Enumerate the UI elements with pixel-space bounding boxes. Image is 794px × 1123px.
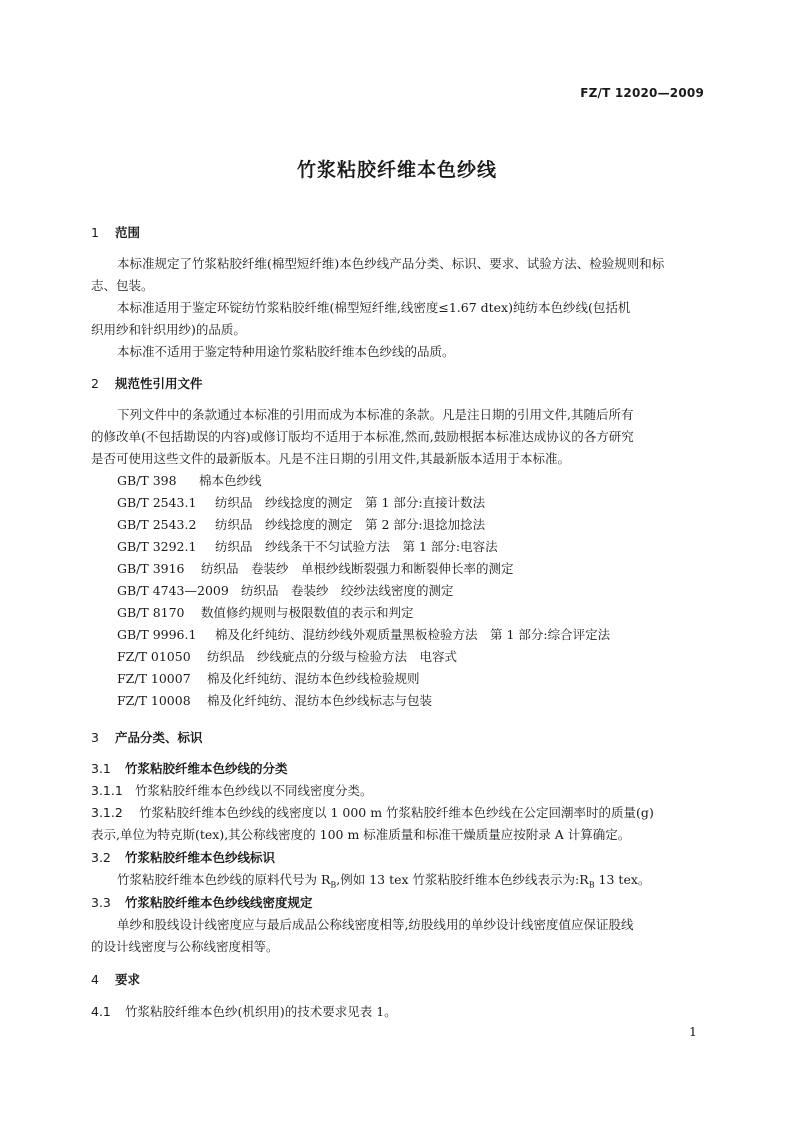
subscript-b: B <box>330 880 337 890</box>
section-2-heading <box>91 374 203 392</box>
reference-code: FZ/T 01050 <box>117 649 191 664</box>
clause-4-1-number: 4.1 <box>91 1004 111 1019</box>
reference-item <box>117 625 610 643</box>
subsection-3-1-heading <box>91 759 288 777</box>
reference-title: 棉及化纤纯纺、混纺本色纱线检验规则 <box>207 671 420 686</box>
subsection-3-3-number: 3.3 <box>91 895 111 910</box>
reference-code: FZ/T 10007 <box>117 671 191 686</box>
section-1-heading <box>91 223 140 241</box>
s2-paragraph-line-3: 是否可使用这些文件的最新版本。凡是不注日期的引用文件,其最新版本适用于本标准。 <box>91 451 570 466</box>
reference-title: 纺织品 纱线疵点的分级与检验方法 电容式 <box>207 649 458 664</box>
clause-4-1-text: 竹浆粘胶纤维本色纱(机织用)的技术要求见表 1。 <box>125 1004 397 1019</box>
section-4-heading <box>91 970 140 988</box>
clause-4-1 <box>91 1002 397 1020</box>
subscript-b: B <box>588 880 595 890</box>
clause-3-1-1-text: 竹浆粘胶纤维本色纱线以不同线密度分类。 <box>135 783 373 798</box>
reference-item <box>117 581 454 599</box>
reference-code: GB/T 3292.1 <box>117 539 197 554</box>
reference-code: GB/T 4743—2009 <box>117 583 229 598</box>
reference-item <box>117 515 485 533</box>
clause-3-1-2-text: 竹浆粘胶纤维本色纱线的线密度以 1 000 m 竹浆粘胶纤维本色纱线在公定回潮率时的质量(g) <box>139 805 654 820</box>
subsection-3-2-title: 竹浆粘胶纤维本色纱线标识 <box>125 850 276 865</box>
reference-item <box>117 647 457 665</box>
s1-paragraph-3: 本标准不适用于鉴定特种用途竹浆粘胶纤维本色纱线的品质。 <box>117 344 455 359</box>
section-2-number: 2 <box>91 376 99 391</box>
page-number: 1 <box>689 1024 697 1039</box>
subsection-3-3-heading <box>91 893 313 911</box>
reference-title: 纺织品 卷装纱 单根纱线断裂强力和断裂伸长率的测定 <box>201 561 514 576</box>
marking-text-part-2: ,例如 13 tex 竹浆粘胶纤维本色纱线表示为:R <box>336 872 589 887</box>
reference-item <box>117 493 485 511</box>
subsection-3-2-heading <box>91 848 275 866</box>
clause-3-1-2-number: 3.1.2 <box>91 805 123 820</box>
reference-title: 纺织品 纱线捻度的测定 第 2 部分:退捻加捻法 <box>215 517 486 532</box>
clause-3-1-2-line-1 <box>91 803 654 821</box>
reference-code: GB/T 2543.2 <box>117 517 197 532</box>
marking-text-part-1: 竹浆粘胶纤维本色纱线的原料代号为 R <box>117 872 331 887</box>
reference-title: 棉本色纱线 <box>199 473 262 488</box>
reference-code: GB/T 9996.1 <box>117 627 197 642</box>
subsection-3-3-title: 竹浆粘胶纤维本色纱线线密度规定 <box>125 895 313 910</box>
reference-item <box>117 603 414 621</box>
section-1-number: 1 <box>91 225 99 240</box>
subsection-3-3-line-2: 的设计线密度与公称线密度相等。 <box>91 939 279 954</box>
reference-code: GB/T 8170 <box>117 605 185 620</box>
section-2-title: 规范性引用文件 <box>115 376 203 391</box>
reference-title: 纺织品 卷装纱 绞纱法线密度的测定 <box>241 583 454 598</box>
reference-code: FZ/T 10008 <box>117 693 191 708</box>
reference-item <box>117 471 262 489</box>
section-3-number: 3 <box>91 730 99 745</box>
reference-title: 棉及化纤纯纺、混纺本色纱线标志与包装 <box>207 693 433 708</box>
document-title: 竹浆粘胶纤维本色纱线 <box>296 159 497 181</box>
subsection-3-3-line-1: 单纱和股线设计线密度应与最后成品公称线密度相等,纺股线用的单纱设计线密度值应保证股线 <box>117 917 634 932</box>
s1-paragraph-1-line-1: 本标准规定了竹浆粘胶纤维(棉型短纤维)本色纱线产品分类、标识、要求、试验方法、检验规则和标 <box>117 256 665 271</box>
section-3-heading <box>91 728 203 746</box>
reference-title: 棉及化纤纯纺、混纺纱线外观质量黑板检验方法 第 1 部分:综合评定法 <box>215 627 611 642</box>
reference-title: 数值修约规则与极限数值的表示和判定 <box>201 605 414 620</box>
marking-text-part-3: 13 tex。 <box>594 872 651 887</box>
s1-paragraph-2-line-2: 织用纱和针织用纱)的品质。 <box>91 322 246 337</box>
section-4-number: 4 <box>91 972 99 987</box>
section-3-title: 产品分类、标识 <box>115 730 203 745</box>
reference-title: 纺织品 纱线捻度的测定 第 1 部分:直接计数法 <box>215 495 486 510</box>
subsection-3-1-title: 竹浆粘胶纤维本色纱线的分类 <box>125 761 288 776</box>
reference-code: GB/T 3916 <box>117 561 185 576</box>
s2-paragraph-line-1: 下列文件中的条款通过本标准的引用而成为本标准的条款。凡是注日期的引用文件,其随后所有 <box>117 407 634 422</box>
s2-paragraph-line-2: 的修改单(不包括勘误的内容)或修订版均不适用于本标准,然而,鼓励根据本标准达成协议的各方研究 <box>91 429 634 444</box>
clause-3-1-1 <box>91 781 373 799</box>
subsection-3-2-text <box>117 870 650 890</box>
reference-item <box>117 559 514 577</box>
subsection-3-2-number: 3.2 <box>91 850 111 865</box>
reference-code: GB/T 398 <box>117 473 177 488</box>
s1-paragraph-2-line-1: 本标准适用于鉴定环锭纺竹浆粘胶纤维(棉型短纤维,线密度≤1.67 dtex)纯纺本色纱线(包括机 <box>117 300 631 315</box>
s1-paragraph-1-line-2: 志、包装。 <box>91 278 154 293</box>
reference-title: 纺织品 纱线条干不匀试验方法 第 1 部分:电容法 <box>215 539 498 554</box>
reference-code: GB/T 2543.1 <box>117 495 197 510</box>
clause-3-1-1-number: 3.1.1 <box>91 783 123 798</box>
reference-item <box>117 691 432 709</box>
subsection-3-1-number: 3.1 <box>91 761 111 776</box>
standard-code: FZ/T 12020—2009 <box>580 86 704 100</box>
clause-3-1-2-line-2: 表示,单位为特克斯(tex),其公称线密度的 100 m 标准质量和标准干燥质量应按附录 A 计算确定。 <box>91 827 631 842</box>
reference-item <box>117 537 498 555</box>
reference-item <box>117 669 420 687</box>
section-4-title: 要求 <box>115 972 141 987</box>
section-1-title: 范围 <box>115 225 141 240</box>
